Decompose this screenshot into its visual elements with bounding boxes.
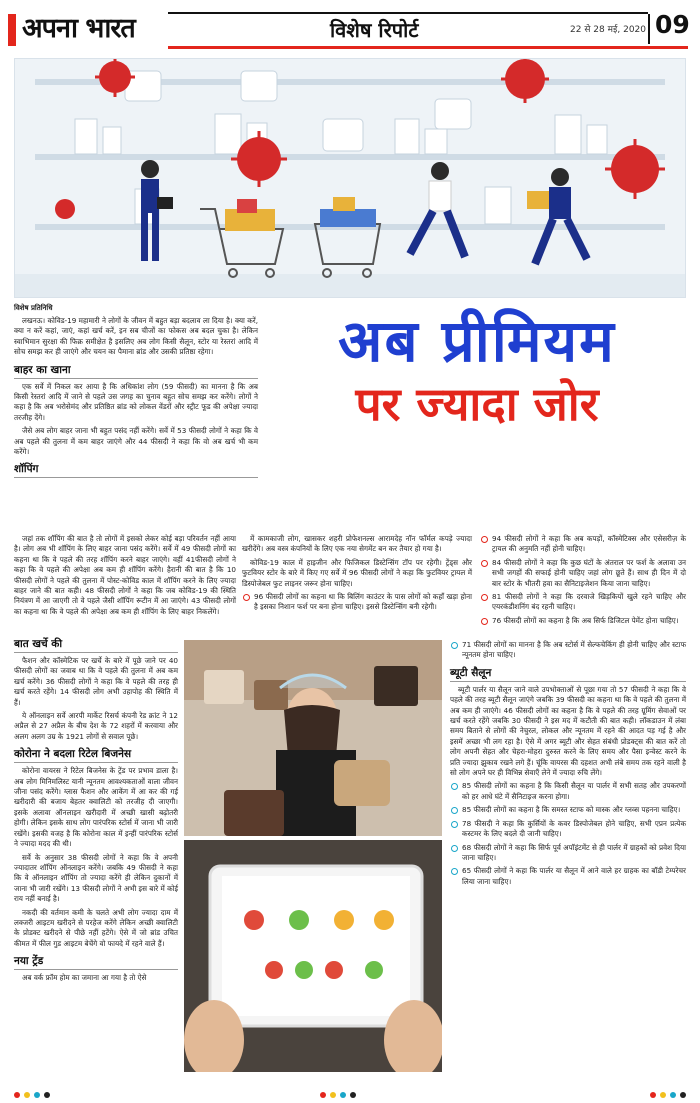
intro-column bbox=[14, 316, 258, 481]
footer-dot bbox=[340, 1092, 346, 1098]
dining-subhead: बाहर का खाना bbox=[14, 364, 258, 379]
col3-bullet-4: 76 फीसदी लोगों का कहना है कि अब सिर्फ डिजिटल पेमेंट होना चाहिए। bbox=[480, 616, 686, 626]
footer-dot bbox=[330, 1092, 336, 1098]
section-title: विशेष रिपोर्ट bbox=[330, 18, 419, 42]
byline: विशेष प्रतिनिधि bbox=[14, 304, 53, 312]
col3-bullet-2: 84 फीसदी लोगों ने कहा कि कुछ घंटों के अंतराल पर फर्श के अलावा उन सभी जगहों की सफाई होनी चाहिए जहां लोग छूते हैं। साथ ही दिन में दो बार स्टोर के भीतरी हवा का सैनिटाइजेशन किया जाना चाहिए। bbox=[480, 558, 686, 589]
tablet-photo-graphic bbox=[184, 840, 442, 1072]
intro-paragraph: लखनऊ। कोविड-19 महामारी ने लोगों के जीवन में बहुत बड़ा बदलाव ला दिया है। क्या करें, क्या न करें कहां, जाएं, कहां खर्च करें, इन सब चीजों का फोकस अब बदल चुका है। लेकिन स्वाभिमान सुरक्षा की फिक्र समीक्षेत है इसलिए अब लोग किसी सैलून, स्टोर या रेस्तरां आदि में सोच समझ कर ही जाएंगे और चयन का पैमाना ब्रांड और उसकी प्रतिष्ठा रहेगा। bbox=[14, 316, 258, 357]
footer-dot bbox=[320, 1092, 326, 1098]
salon-bullet-5: 65 फीसदी लोगों ने कहा कि पार्लर या सैलून में आने वाले हर ग्राहक का बॉडी टेम्परेचर लिया जाना चाहिए। bbox=[450, 866, 686, 887]
footer-dot bbox=[670, 1092, 676, 1098]
salon-bullet-2: 85 फीसदी लोगों का कहना है कि समस्त स्टाफ को मास्क और ग्लव्स पहनना चाहिए। bbox=[450, 805, 686, 815]
masthead bbox=[0, 0, 700, 52]
retail-paragraph-3: नकदी की वर्तमान कमी के चलते अभी लोग ज्यादा दाम में लक्जरी आइटम खरीदने से परहेज करेंगे लेकिन अच्छी क्वालिटी के प्रोडक्ट खरीदने से पीछे नहीं हटेंगे। ऐसे में जो ब्रांड उचित कीमत में फील गुड आइटम बेचेंगे वो फायदे में रहने वाले हैं। bbox=[14, 907, 178, 948]
headline-line-2: पर ज्यादा जोर bbox=[355, 377, 599, 431]
retail-paragraph-1: कोरोना वायरस ने रिटेल बिजनेस के ट्रेंड पर प्रभाव डाला है। अब लोग मिनिमलिस्ट यानी न्यूनतम आवश्यकताओं वाला जीवन जीना पसंद करेंगे। ग्लास फैशन और आकेंग में आ कर की गई खरीदारी की बजाय बेहतर क्वालिटी को तरजीह दी जाएगी। इसके अलावा ऑनलाइन खरीदारी में अच्छी खासी बढ़ोतरी होगी। लेकिन इसके साथ लोग पारंपरिक स्टोर्स में जाना भी जारी रखेंगे। इसकी वजह है कि कोरोना काल में इन्हीं पारंपरिक स्टोर्स ने ज्यादा मदद की थी। bbox=[14, 766, 178, 849]
spending-paragraph-2: ये ऑनलाइन सर्वे आरपी मार्केट रिसर्च कंपनी रेड क्रांट ने 12 अप्रैल से 27 अप्रैल के बीच देश के 72 शहरों में करवाया और अलग अलग उम्र के 1921 लोगों से सवाल पूछे। bbox=[14, 711, 178, 741]
supermarket-scene-graphic bbox=[15, 59, 686, 298]
shopping-paragraph: जहां तक शॉपिंग की बात है तो लोगों में इसको लेकर कोई बड़ा परिवर्तन नहीं आया है। लोग अब भी शॉपिंग के लिए बाहर जाना पसंद करेंगे। सर्वे में 49 फीसदी लोगों का कहना था कि वे पहले की तरह शॉपिंग करने बाहर जाएंगे। वहीं 41फीसदी लोगों ने कहा कि वे पहले की अपेक्षा अब कम ही शॉपिंग करेंगे। हैरानी की बात है कि 10 फीसदी लोगों ने पहले की तुलना में पोस्ट-कोविड काल में शॉपिंग करने के लिए ज्यादा बाहर जाने की बात कही। 48 फीसदी लोगों ने कहा कि जब कोविड-19 की स्थिति नियंत्रण में आ जाएगी तो वे पहले जैसी शॉपिंग रूटीन में आ जाएंगे। 43 फीसदी लोगों का कहना था कि वे पहले की अपेक्षा अब कम ही शॉपिंग के लिए बाहर निकलेंगे। bbox=[14, 534, 236, 616]
col2-bullet-1: 96 फीसदी लोगों का कहना था कि बिलिंग काउंटर के पास लोगों को कहाँ खड़ा होना है इसका निशान फर्श पर बना होना चाहिए। इससे डिस्टेन्सिंग बनी रहेगी। bbox=[242, 592, 472, 613]
col2-paragraph-2: कोविड-19 काल में हाइजीन और फिजिकल डिस्टेन्सिंग टॉप पर रहेगी। ट्रेंड्स और फुटवियर स्टोर के बारे में किए गए सर्वे में 96 फीसदी लोगों ने कहा कि फुटवियर ट्रायल में डिस्पोजेबल फुट लाइनर जरूर होना चाहिए। bbox=[242, 557, 472, 588]
headline-line-1: अब प्रीमियम bbox=[338, 307, 616, 375]
shopper-figure bbox=[141, 160, 173, 261]
woman-face-shield-photo bbox=[184, 640, 442, 836]
face-shield-photo-graphic bbox=[184, 640, 442, 836]
headline bbox=[262, 306, 692, 432]
shopping-column bbox=[14, 534, 236, 620]
salon-column bbox=[450, 640, 686, 890]
spending-paragraph-1: फैशन और कॉस्मेटिक पर खर्चे के बारे में पूछे जाने पर 40 फीसदी लोगों का जवाब था कि वे पहले की तुलना में अब कम खर्च करेंगे। 36 फीसदी लोगों ने कहा कि वे पहले की तरह ही खर्च करते रहेंगे। 14 फीसदी लोग अभी उहापोह की स्थिति में हैं। bbox=[14, 656, 178, 707]
shopping-subhead: शॉपिंग bbox=[14, 463, 258, 478]
hygiene-column bbox=[242, 534, 472, 616]
footer-dot bbox=[660, 1092, 666, 1098]
retail-subhead: कोरोना ने बदला रिटेल बिजनेस bbox=[14, 748, 178, 763]
retail-paragraph-2: सर्वे के अनुसार 38 फीसदी लोगों ने कहा कि वे अपनी ज्यादातर शॉपिंग ऑनलाइन करेंगे। जबकि 49 फीसदी ने कहा कि वे ऑनलाइन शॉपिंग तो ज्यादा करेंगे ही लेकिन दुकानों में जाना भी जारी रखेंगे। 13 फीसदी लोगों ने अभी इस बारे में कोई राय नहीं बनाई है। bbox=[14, 852, 178, 904]
footer-dot bbox=[350, 1092, 356, 1098]
col3-bullet-5: 71 फीसदी लोगों का मानना है कि अब स्टोर्स में सेल्फचेकिंग ही होनी चाहिए और स्टाफ न्यूनतम होना चाहिए। bbox=[450, 640, 686, 661]
salon-subhead: ब्यूटी सैलून bbox=[450, 667, 686, 682]
salon-bullet-3: 78 फीसदी ने कहा कि कुर्सियों के कवर डिस्पोजेबल होने चाहिए, सभी एप्रन प्रत्येक कस्टमर के लिए बदले दी जानी चाहिए। bbox=[450, 819, 686, 840]
footer-dot bbox=[14, 1092, 20, 1098]
footer-color-strip bbox=[0, 1090, 700, 1100]
tablet-grocery-photo bbox=[184, 840, 442, 1072]
shopping-illustration bbox=[14, 58, 686, 298]
trend-paragraph: अब वर्क फ्रॉम होम का जमाना आ गया है तो ऐसे bbox=[22, 973, 147, 983]
col3-bullet-1: 94 फीसदी लोगों ने कहा कि अब कपड़ों, कॉस्मेटिक्स और एसेसरीज़ के ट्रायल की अनुमति नहीं होनी चाहिए। bbox=[480, 534, 686, 555]
store-bullets-column bbox=[480, 534, 686, 629]
spending-subhead: बात खर्चे की bbox=[14, 638, 178, 653]
col3-bullet-3: 81 फीसदी लोगों ने कहा कि दरवाजे खिड़कियों खुले रहने चाहिए और एयरकंडीशनिंग बंद रहनी चाहिए। bbox=[480, 592, 686, 613]
footer-dot bbox=[34, 1092, 40, 1098]
logo-bar bbox=[8, 14, 16, 46]
footer-dot bbox=[24, 1092, 30, 1098]
salon-bullet-1: 85 फीसदी लोगों का कहना है कि किसी सैलून या पार्लर में सभी सतह और उपकरणों को हर आधे घंटे में सैनिटाइज करना होगा। bbox=[450, 781, 686, 802]
trend-subhead: नया ट्रेंड bbox=[14, 955, 178, 970]
footer-dot bbox=[44, 1092, 50, 1098]
newspaper-logo: अपना भारत bbox=[22, 13, 135, 44]
salon-bullet-4: 68 फीसदी लोगों ने कहा कि सिर्फ पूर्व अपॉइंटमेंट से ही पार्लर में ग्राहकों को प्रवेश दिया जाना चाहिए। bbox=[450, 843, 686, 864]
footer-dot bbox=[680, 1092, 686, 1098]
page-number-divider bbox=[648, 14, 650, 44]
footer-dot bbox=[650, 1092, 656, 1098]
page-number: 09 bbox=[655, 10, 690, 39]
salon-paragraph: ब्यूटी पार्लर या सैलून जाने वाले उपभोक्ताओं से पूछा गया तो 57 फीसदी ने कहा कि वे पहले की तरह ब्यूटी सैलून जाएंगे जबकि 39 फीसदी का कहना था कि वे पहले की तुलना में अब कम ही जाएंगे। 46 फीसदी लोगों का कहना है कि वे पहले की तरह ग्रूमिंग सेवाओं पर खर्च करते रहेंगे जबकि 30 फीसदी ने इस मद में कटौती की बात कही। लॉकडाउन में लंबा समय बिताने से लोगों की नेचुरल, लोकल और न्यूनतम में रहने की आदत पड़ गई है और इसमें अच्छा भी लग रहा है। ऐसे में अगर ब्यूटी और सेहत संबंधी प्रोडक्ट्स की बात करें तो लोग अपनी सेहत और चेहरा-मोहरा दुरुस्त करने के लिए समय और पैसा इन्वेस्ट करने के प्रति ज्यादा झुकाव रखने लगे हैं। चूंकि वायरस की दहशत अभी लंबे समय तक रहने वाली है सो लोग अपने घर ही विभिन्न सेवाएँ लेने में ज्यादा रुचि लेंगे। bbox=[450, 684, 686, 778]
col2-paragraph-1: में कामकाजी लोग, खासकर शहरी प्रोफेशनल्स आरामदेह नॉन फॉर्मल कपड़े ज्यादा खरीदेंगे। अब वस्त्र कंपनियों के लिए एक नया सेगमेंट बन कर तैयार हो गया है। bbox=[242, 534, 472, 554]
issue-date: 22 से 28 मई, 2020 bbox=[570, 25, 646, 35]
dining-paragraph-1: एक सर्वे में निकल कर आया है कि अधिकांश लोग (59 फीसदी) का मानना है कि अब किसी रेस्तरां आदि में जाने से पहले उस जगह का चुनाव बहुत सोच समझ कर करेंगे। लोगों ने कहा है कि अब भरोसेमंद और प्रतिष्ठित ब्रांड को लोकल वेंडरों और स्ट्रीट फूड की अपेक्षा ज्यादा तरजीह देंगे। bbox=[14, 381, 258, 422]
dining-paragraph-2: जैसे अब लोग बाहर जाना भी बहुत पसंद नहीं करेंगे। सर्वे में 53 फीसदी लोगों ने कहा कि वे अब पहले की तुलना में कम बाहर जाएंगे और 44 फीसदी ने कहा कि वो अब खर्च भी कम करेंगे। bbox=[14, 426, 258, 457]
left-lower-column bbox=[14, 632, 178, 987]
masthead-rule bbox=[168, 46, 688, 49]
